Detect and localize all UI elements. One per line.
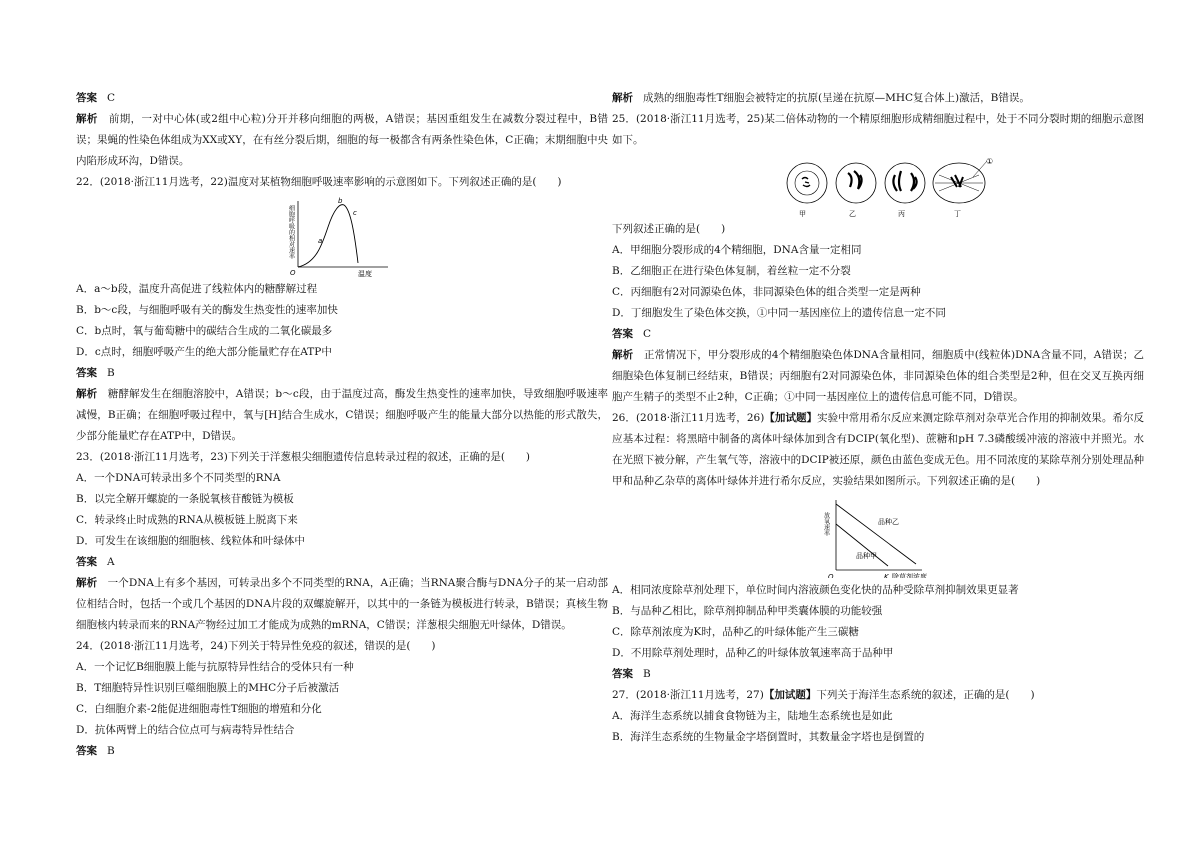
q27-option-a: A．海洋生态系统以捕食食物链为主，陆地生态系统也是如此 [612,710,893,722]
cell-bing [885,163,925,203]
cell-ding [933,161,987,203]
q26-option-b: B．与品种乙相比，除草剂抑制品种甲类囊体膜的功能较强 [612,605,883,617]
explanation-text: 成熟的细胞毒性T细胞会被特定的抗原(呈递在抗原—MHC复合体上)激活，B错误。 [643,92,1030,104]
q24-option-c: C．白细胞介素-2能促进细胞毒性T细胞的增殖和分化 [76,703,322,715]
q25-answer [612,324,1144,345]
q24-option-a: A．一个记忆B细胞膜上能与抗原特异性结合的受体只有一种 [76,661,354,673]
origin-label: O [828,573,834,578]
q24-stem: 24．(2018·浙江11月选考，24)下列关于特异性免疫的叙述，错误的是( ) [76,640,436,652]
origin-label: O [290,269,296,277]
explanation-label: 解析 [76,577,98,589]
q22-option-a: A．a～b段，温度升高促进了线粒体内的糖酵解过程 [76,283,318,295]
cell-yi [836,163,876,203]
cell-label-bing: 丙 [898,210,905,217]
q25-question: 下列叙述正确的是( ) [612,223,726,235]
q22-option-b: B．b～c段，与细胞呼吸有关的酶发生热变性的速率加快 [76,304,338,316]
q24-option-b: B．T细胞特异性识别巨噬细胞膜上的MHC分子后被激活 [76,682,340,694]
q27-option-b: B．海洋生态系统的生物量金字塔倒置时，其数量金字塔也是倒置的 [612,731,925,743]
series-label-yi: 品种乙 [878,518,899,526]
q25-option-d: D．丁细胞发生了染色体交换，①中同一基因座位上的遗传信息一定不同 [612,307,946,319]
q22-explanation [76,384,608,447]
cell-jia [787,163,827,203]
explanation-text: 正常情况下，甲分裂形成的4个精细胞染色体DNA含量相同，细胞质中(线粒体)DNA含量不同，A错误；乙细胞染色体复制已经结束，B错误；丙细胞有2对同源染色体，非同源染色体的组合类型是2种，但在交叉互换丙细胞产生精子的类型不止2种，C正确；①中同一基因座位上的遗传信息可能不同，D错误。 [612,349,1145,403]
q23-stem: 23．(2018·浙江11月选考，23)下列关于洋葱根尖细胞遗传信息转录过程的叙述，正确的是( ) [76,451,531,463]
point-b-label: b [338,197,343,205]
series-label-jia: 品种甲 [856,552,877,560]
q25-stem: 25．(2018·浙江11月选考，25)某二倍体动物的一个精原细胞形成精细胞过程中，处于不同分裂时期的细胞示意图如下。 [612,113,1144,146]
right-column [612,88,1144,748]
q26-stem [612,408,1144,492]
q27-stem [612,685,1144,706]
q21-explanation [76,109,608,172]
q22-answer [76,363,608,384]
point-c-label: c [353,209,357,217]
explanation-label: 解析 [76,388,98,400]
advanced-tag: 【加试题】 [763,689,817,701]
answer-value: B [107,367,115,379]
q25-explanation [612,345,1144,408]
q22-option-c: C．b点时，氧与葡萄糖中的碳结合生成的二氧化碳最多 [76,325,333,337]
x-axis-label: 除草剂浓度 [892,573,927,578]
q23-option-a: A．一个DNA可转录出多个不同类型的RNA [76,472,281,484]
q27-text: 下列关于海洋生态系统的叙述，正确的是( ) [816,689,1035,701]
explanation-text: 糖酵解发生在细胞溶胶中，A错误；b～c段，由于温度过高，酶发生热变性的速率加快，导致细胞呼吸速率减慢，B正确；在细胞呼吸过程中，氧与[H]结合生成水，C错误；细胞呼吸产生的能量大部分以热能的形式散失，少部分能量贮存在ATP中，D错误。 [76,388,609,442]
point-a-label: a [318,237,323,245]
q23-option-c: C．转录终止时成熟的RNA从模板链上脱离下来 [76,514,298,526]
advanced-tag: 【加试题】 [764,412,818,424]
q22-option-d: D．c点时，细胞呼吸产生的绝大部分能量贮存在ATP中 [76,346,332,358]
q23-answer [76,552,608,573]
q26-option-d: D．不用除草剂处理时，品种乙的叶绿体放氧速率高于品种甲 [612,647,894,659]
q26-option-a: A．相同浓度除草剂处理下，单位时间内溶液颜色变化快的品种受除草剂抑制效果更显著 [612,584,1019,596]
explanation-text: 前期，一对中心体(或2组中心粒)分开并移向细胞的两极，A错误；基因重组发生在减数分裂过程中，B错误；果蝇的性染色体组成为XX或XY，在有丝分裂后期，细胞的每一极都含有两条性染色体，C正确；末期细胞中央内陷形成环沟，D错误。 [76,113,609,167]
q24-answer [76,741,608,762]
q25-option-c: C．丙细胞有2对同源染色体，非同源染色体的组合类型一定是两种 [612,286,921,298]
answer-label: 答案 [76,556,97,568]
y-axis-label: 放氧速率 [822,512,830,536]
explanation-text: 一个DNA上有多个基因，可转录出多个不同类型的RNA，A正确；当RNA聚合酶与DNA分子的某一启动部位相结合时，包括一个或几个基因的DNA片段的双螺旋解开，以其中的一条链为模板进行转录，B错误；真核生物细胞核内转录而来的RNA产物经过加工才能成为成熟的mRNA，C错误；洋葱根尖细胞无叶绿体，D错误。 [76,577,609,631]
q25-figure [612,153,1144,217]
x-axis-label: 温度 [358,270,372,277]
oxygen-rate-chart [612,494,1144,578]
temperature-respiration-chart [76,195,608,277]
answer-value: C [107,92,116,104]
q22-figure [76,195,608,277]
explanation-label: 解析 [612,349,634,361]
answer-value: C [643,328,652,340]
answer-label: 答案 [76,92,97,104]
q24-explanation [612,88,1144,109]
cell-label-ding: 丁 [954,210,961,217]
cell-division-diagram [612,153,1144,217]
left-column [76,88,608,762]
explanation-label: 解析 [76,113,98,125]
q25-option-a: A．甲细胞分裂形成的4个精细胞，DNA含量一定相同 [612,244,862,256]
explanation-label: 解析 [612,92,633,104]
marker-one: ① [986,157,994,166]
answer-label: 答案 [612,668,633,680]
answer-value: B [107,745,115,757]
q26-number: 26．(2018·浙江11月选考，26) [612,412,765,424]
q23-option-b: B．以完全解开螺旋的一条脱氧核苷酸链为模板 [76,493,294,505]
y-axis-label: 细胞呼吸的相对速率 [287,205,295,259]
q27-number: 27．(2018·浙江11月选考，27) [612,689,764,701]
answer-label: 答案 [612,328,633,340]
q26-figure [612,494,1144,578]
q23-explanation [76,573,608,636]
answer-label: 答案 [76,745,97,757]
cell-label-yi: 乙 [849,210,856,217]
answer-value: A [107,556,115,568]
q23-option-d: D．可发生在该细胞的细胞核、线粒体和叶绿体中 [76,535,305,547]
answer-label: 答案 [76,367,97,379]
q26-answer [612,664,1144,685]
q24-option-d: D．抗体两臂上的结合位点可与病毒特异性结合 [76,724,295,736]
q26-option-c: C．除草剂浓度为K时，品种乙的叶绿体能产生三碳糖 [612,626,859,638]
q25-option-b: B．乙细胞正在进行染色体复制，着丝粒一定不分裂 [612,265,851,277]
q21-answer [76,88,608,109]
q26-text: 实验中常用希尔反应来测定除草剂对杂草光合作用的抑制效果。希尔反应基本过程：将黑暗中制备的离体叶绿体加到含有DCIP(氧化型)、蔗糖和pH 7.3磷酸缓冲液的溶液中并照光。水在光照下被分解，产生氧气等，溶液中的DCIP被还原，颜色由蓝色变成无色。用不同浓度的某除草剂分别处理品种甲和品种乙杂草的离体叶绿体并进行希尔反应，实验结果如图所示。下列叙述正确的是( ) [612,412,1144,487]
cell-label-jia: 甲 [799,210,806,217]
q22-stem: 22．(2018·浙江11月选考，22)温度对某植物细胞呼吸速率影响的示意图如下。下列叙述正确的是( ) [76,176,562,188]
answer-value: B [643,668,651,680]
k-mark-label: K [884,573,889,578]
